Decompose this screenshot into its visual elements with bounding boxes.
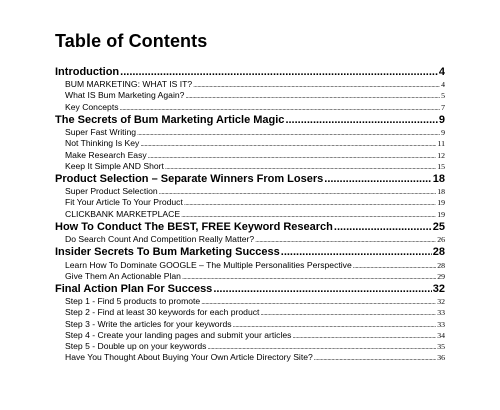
- toc-page-number: 9: [438, 113, 445, 126]
- toc-entry-title: Not Thinking Is Key: [65, 138, 140, 149]
- toc-dot-leader: [292, 330, 436, 341]
- toc-entry-title: Step 3 - Write the articles for your keywords: [65, 318, 232, 329]
- toc-dot-leader: [137, 127, 440, 138]
- toc-subsection-entry[interactable]: [55, 150, 445, 161]
- toc-page-number: 7: [441, 102, 445, 112]
- toc-dot-leader: [334, 220, 432, 234]
- toc-entry-title: How To Conduct The BEST, FREE Keyword Research: [55, 220, 333, 233]
- toc-page-number: 34: [437, 330, 445, 340]
- toc-dot-leader: [353, 260, 436, 271]
- toc-subsection-entry[interactable]: [55, 296, 445, 307]
- toc-page-number: 29: [437, 271, 445, 281]
- toc-dot-leader: [255, 234, 436, 245]
- toc-subsection-entry[interactable]: [55, 352, 445, 363]
- toc-dot-leader: [140, 138, 436, 149]
- toc-dot-leader: [182, 271, 436, 282]
- toc-section-entry[interactable]: [55, 282, 445, 296]
- toc-dot-leader: [260, 307, 436, 318]
- toc-dot-leader: [213, 282, 431, 296]
- toc-page-number: 11: [437, 139, 445, 149]
- toc-subsection-entry[interactable]: [55, 234, 445, 245]
- toc-entry-title: Super Fast Writing: [65, 127, 137, 138]
- toc-page-number: 32: [432, 282, 445, 295]
- toc-entry-title: Super Product Selection: [65, 186, 158, 197]
- toc-subsection-entry[interactable]: [55, 138, 445, 149]
- toc-page-number: 12: [437, 150, 445, 160]
- toc-entry-title: The Secrets of Bum Marketing Article Magic: [55, 113, 285, 126]
- toc-subsection-entry[interactable]: [55, 79, 445, 90]
- toc-subsection-entry[interactable]: [55, 319, 445, 330]
- toc-entry-title: Step 1 - Find 5 products to promote: [65, 296, 201, 307]
- toc-dot-leader: [148, 150, 437, 161]
- toc-page-number: 9: [441, 128, 445, 138]
- toc-section-entry[interactable]: [55, 113, 445, 127]
- toc-dot-leader: [314, 352, 436, 363]
- toc-entry-title: Introduction: [55, 66, 120, 78]
- toc-page-number: 25: [432, 220, 445, 233]
- toc-dot-leader: [324, 172, 431, 186]
- toc-subsection-entry[interactable]: [55, 102, 445, 113]
- toc-entry-title: Have You Thought About Buying Your Own Article Directory Site?: [65, 352, 313, 363]
- toc-page-number: 35: [437, 341, 445, 351]
- toc-dot-leader: [201, 296, 436, 307]
- toc-subsection-entry[interactable]: [55, 307, 445, 318]
- toc-subsection-entry[interactable]: [55, 330, 445, 341]
- toc-subsection-entry[interactable]: [55, 90, 445, 101]
- toc-entry-title: Product Selection – Separate Winners From Losers: [55, 172, 324, 185]
- toc-section-entry[interactable]: [55, 245, 445, 259]
- toc-entry-title: Keep It Simple AND Short: [65, 160, 164, 171]
- toc-page-number: 5: [441, 91, 445, 101]
- toc-dot-leader: [207, 341, 436, 352]
- toc-entry-title: Key Concepts: [65, 101, 119, 112]
- toc-entry-title: Do Search Count And Competition Really Matter?: [65, 234, 255, 245]
- toc-subsection-entry[interactable]: [55, 260, 445, 271]
- toc-dot-leader: [233, 319, 437, 330]
- toc-entry-title: Fit Your Article To Your Product: [65, 197, 183, 208]
- toc-subsection-entry[interactable]: [55, 271, 445, 282]
- toc-page-number: 18: [437, 187, 445, 197]
- toc-page-number: 19: [437, 198, 445, 208]
- page-title: Table of Contents: [55, 31, 208, 51]
- toc-page-number: 18: [432, 172, 445, 185]
- toc-entry-title: Make Research Easy: [65, 149, 147, 160]
- toc-subsection-entry[interactable]: [55, 186, 445, 197]
- toc-section-entry[interactable]: [55, 220, 445, 234]
- toc-page-number: 26: [437, 235, 445, 245]
- toc-entry-title: BUM MARKETING: WHAT IS IT?: [65, 79, 193, 90]
- toc-entry-title: Insider Secrets To Bum Marketing Success: [55, 246, 280, 259]
- toc-dot-leader: [285, 113, 437, 127]
- toc-section-entry[interactable]: [55, 65, 445, 79]
- toc-page-number: 36: [437, 353, 445, 363]
- toc-dot-leader: [120, 65, 438, 79]
- toc-dot-leader: [159, 186, 437, 197]
- toc-section-entry[interactable]: [55, 172, 445, 186]
- toc-subsection-entry[interactable]: [55, 209, 445, 220]
- toc-page-number: 32: [437, 297, 445, 307]
- toc-page-number: 28: [437, 260, 445, 270]
- toc-dot-leader: [281, 245, 432, 259]
- toc-dot-leader: [185, 90, 440, 101]
- toc-subsection-entry[interactable]: [55, 341, 445, 352]
- toc-entry-title: What IS Bum Marketing Again?: [65, 90, 185, 101]
- toc-subsection-entry[interactable]: [55, 197, 445, 208]
- toc-dot-leader: [165, 161, 436, 172]
- toc-entry-title: Step 2 - Find at least 30 keywords for each product: [65, 307, 260, 318]
- toc-dot-leader: [181, 209, 436, 220]
- toc-page-number: 4: [441, 80, 445, 90]
- toc-dot-leader: [120, 102, 441, 113]
- toc-page-number: 19: [437, 209, 445, 219]
- toc-entry-title: Step 4 - Create your landing pages and submit your articles: [65, 329, 292, 340]
- toc-dot-leader: [184, 197, 436, 208]
- table-of-contents: [55, 65, 445, 363]
- toc-subsection-entry[interactable]: [55, 161, 445, 172]
- toc-page-number: 28: [432, 246, 445, 259]
- toc-page-number: 4: [438, 66, 445, 78]
- toc-page-number: 33: [437, 308, 445, 318]
- toc-entry-title: CLICKBANK MARKETPLACE: [65, 208, 181, 219]
- toc-entry-title: Final Action Plan For Success: [55, 282, 213, 295]
- toc-entry-title: Learn How To Dominate GOOGLE – The Multiple Personalities Perspective: [65, 259, 352, 270]
- toc-entry-title: Step 5 - Double up on your keywords: [65, 340, 207, 351]
- toc-entry-title: Give Them An Actionable Plan: [65, 270, 181, 281]
- toc-dot-leader: [193, 79, 440, 90]
- toc-subsection-entry[interactable]: [55, 127, 445, 138]
- toc-page-number: 33: [437, 319, 445, 329]
- toc-page-number: 15: [437, 161, 445, 171]
